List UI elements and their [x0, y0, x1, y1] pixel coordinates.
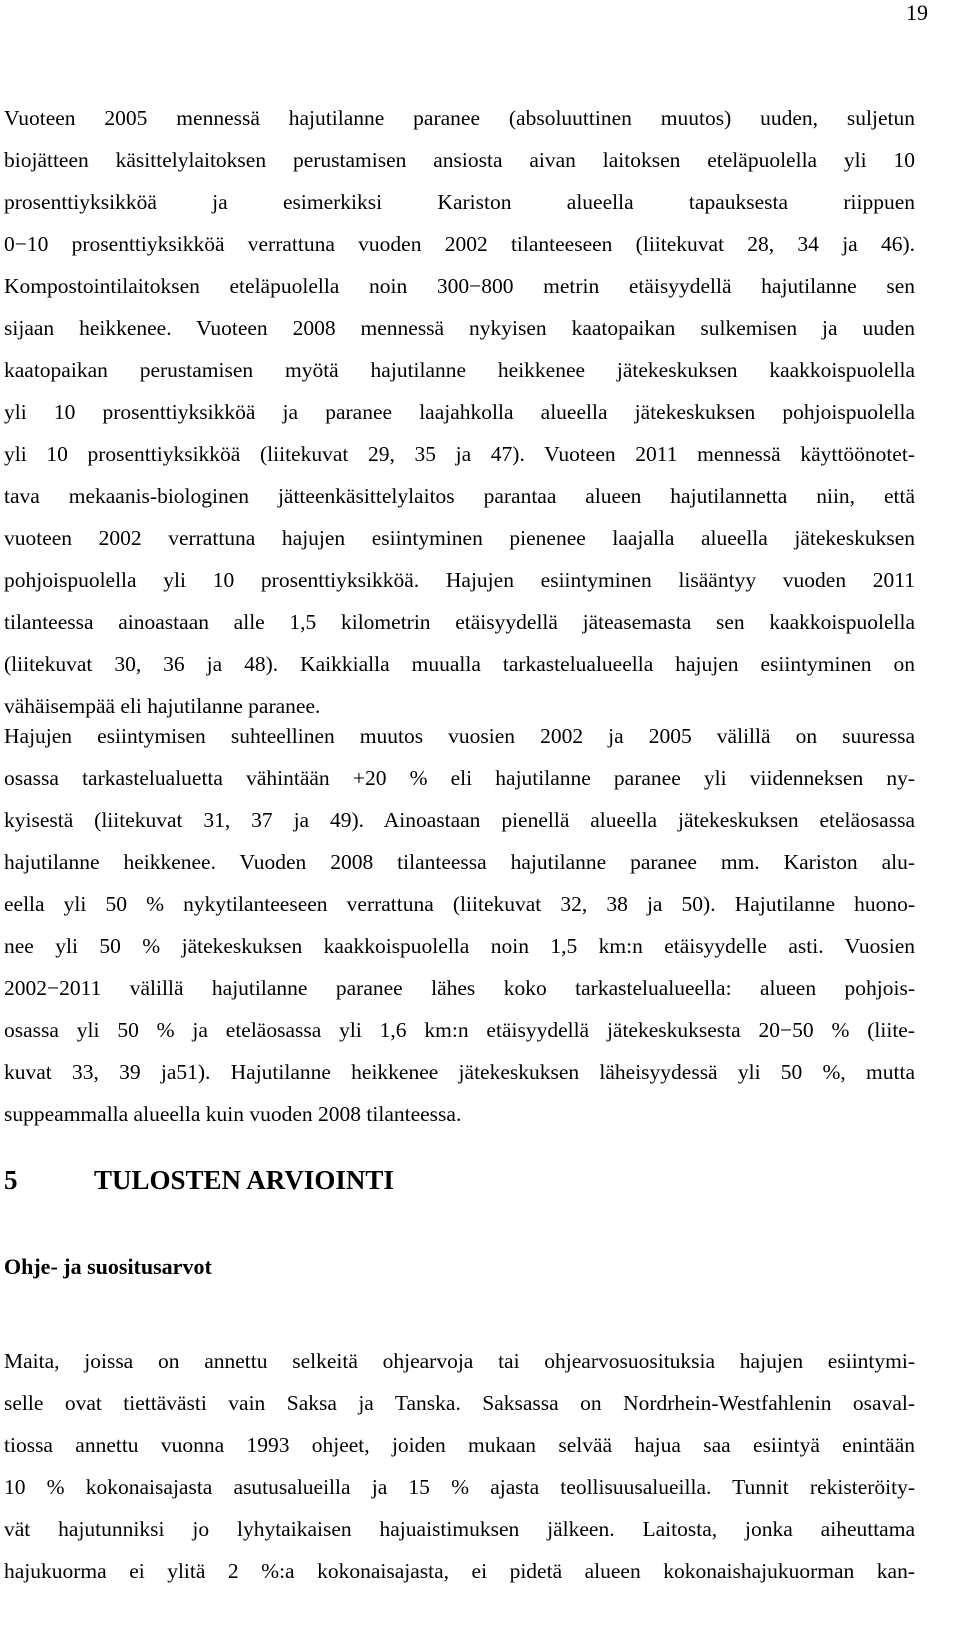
- section-number: 5: [4, 1165, 18, 1195]
- text-line: prosenttiyksikköä ja esimerkiksi Kariston alueella tapauksesta riippuen: [4, 190, 915, 214]
- text-line: 10 % kokonaisajasta asutusalueilla ja 15 % ajasta teollisuusalueilla. Tunnit rekisteröity-: [4, 1475, 915, 1499]
- text-line: sijaan heikkenee. Vuoteen 2008 mennessä nykyisen kaatopaikan sulkemisen ja uuden: [4, 316, 915, 340]
- text-line: osassa tarkastelualuetta vähintään +20 % eli hajutilanne paranee yli viidenneksen ny-: [4, 766, 915, 790]
- section-title: TULOSTEN ARVIOINTI: [94, 1165, 394, 1195]
- text-line: tava mekaanis-biologinen jätteenkäsittelylaitos parantaa alueen hajutilannetta niin, että: [4, 484, 915, 508]
- text-line: biojätteen käsittelylaitoksen perustamisen ansiosta aivan laitoksen eteläpuolella yli 10: [4, 148, 915, 172]
- text-line: 2002−2011 välillä hajutilanne paranee lähes koko tarkastelualueella: alueen pohjois-: [4, 976, 915, 1000]
- text-line: hajukuorma ei ylitä 2 %:a kokonaisajasta, ei pidetä alueen kokonaishajukuorman kan-: [4, 1559, 915, 1583]
- text-line: vuoteen 2002 verrattuna hajujen esiintyminen pienenee laajalla alueella jätekeskuksen: [4, 526, 915, 550]
- text-line: Maita, joissa on annettu selkeitä ohjearvoja tai ohjearvosuosituksia hajujen esiintymi-: [4, 1349, 915, 1373]
- text-line: Hajujen esiintymisen suhteellinen muutos vuosien 2002 ja 2005 välillä on suuressa: [4, 724, 915, 748]
- text-line: selle ovat tiettävästi vain Saksa ja Tanska. Saksassa on Nordrhein-Westfahlenin osaval-: [4, 1391, 915, 1415]
- text-line: Vuoteen 2005 mennessä hajutilanne paranee (absoluuttinen muutos) uuden, suljetun: [4, 106, 915, 130]
- text-line: 0−10 prosenttiyksikköä verrattuna vuoden 2002 tilanteeseen (liitekuvat 28, 34 ja 46).: [4, 232, 915, 256]
- text-line: vähäisempää eli hajutilanne paranee.: [4, 694, 321, 718]
- text-line: kyisestä (liitekuvat 31, 37 ja 49). Ainoastaan pienellä alueella jätekeskuksen eteläosassa: [4, 808, 915, 832]
- text-line: nee yli 50 % jätekeskuksen kaakkoispuolella noin 1,5 km:n etäisyydelle asti. Vuosien: [4, 934, 915, 958]
- text-line: (liitekuvat 30, 36 ja 48). Kaikkialla muualla tarkastelualueella hajujen esiintyminen on: [4, 652, 915, 676]
- subsection-heading: Ohje- ja suositusarvot: [4, 1254, 212, 1279]
- text-line: Kompostointilaitoksen eteläpuolella noin 300−800 metrin etäisyydellä hajutilanne sen: [4, 274, 915, 298]
- text-line: pohjoispuolella yli 10 prosenttiyksikköä. Hajujen esiintyminen lisääntyy vuoden 2011: [4, 568, 915, 592]
- section-heading: [4, 1160, 394, 1200]
- text-line: kaatopaikan perustamisen myötä hajutilanne heikkenee jätekeskuksen kaakkoispuolella: [4, 358, 915, 382]
- page-number: 19: [906, 0, 928, 25]
- text-line: tiossa annettu vuonna 1993 ohjeet, joiden mukaan selvää hajua saa esiintyä enintään: [4, 1433, 915, 1457]
- text-line: yli 10 prosenttiyksikköä (liitekuvat 29, 35 ja 47). Vuoteen 2011 mennessä käyttöönotet-: [4, 442, 915, 466]
- text-line: kuvat 33, 39 ja51). Hajutilanne heikkenee jätekeskuksen läheisyydessä yli 50 %, mutta: [4, 1060, 915, 1084]
- text-line: tilanteessa ainoastaan alle 1,5 kilometrin etäisyydellä jäteasemasta sen kaakkoispuolella: [4, 610, 915, 634]
- text-line: suppeammalla alueella kuin vuoden 2008 tilanteessa.: [4, 1102, 462, 1126]
- text-line: hajutilanne heikkenee. Vuoden 2008 tilanteessa hajutilanne paranee mm. Kariston alu-: [4, 850, 915, 874]
- text-line: osassa yli 50 % ja eteläosassa yli 1,6 km:n etäisyydellä jätekeskuksesta 20−50 % (liite-: [4, 1018, 915, 1042]
- text-line: vät hajutunniksi jo lyhytaikaisen hajuaistimuksen jälkeen. Laitosta, jonka aiheuttama: [4, 1517, 915, 1541]
- text-line: yli 10 prosenttiyksikköä ja paranee laajahkolla alueella jätekeskuksen pohjoispuolella: [4, 400, 915, 424]
- text-line: eella yli 50 % nykytilanteeseen verrattuna (liitekuvat 32, 38 ja 50). Hajutilanne huono-: [4, 892, 915, 916]
